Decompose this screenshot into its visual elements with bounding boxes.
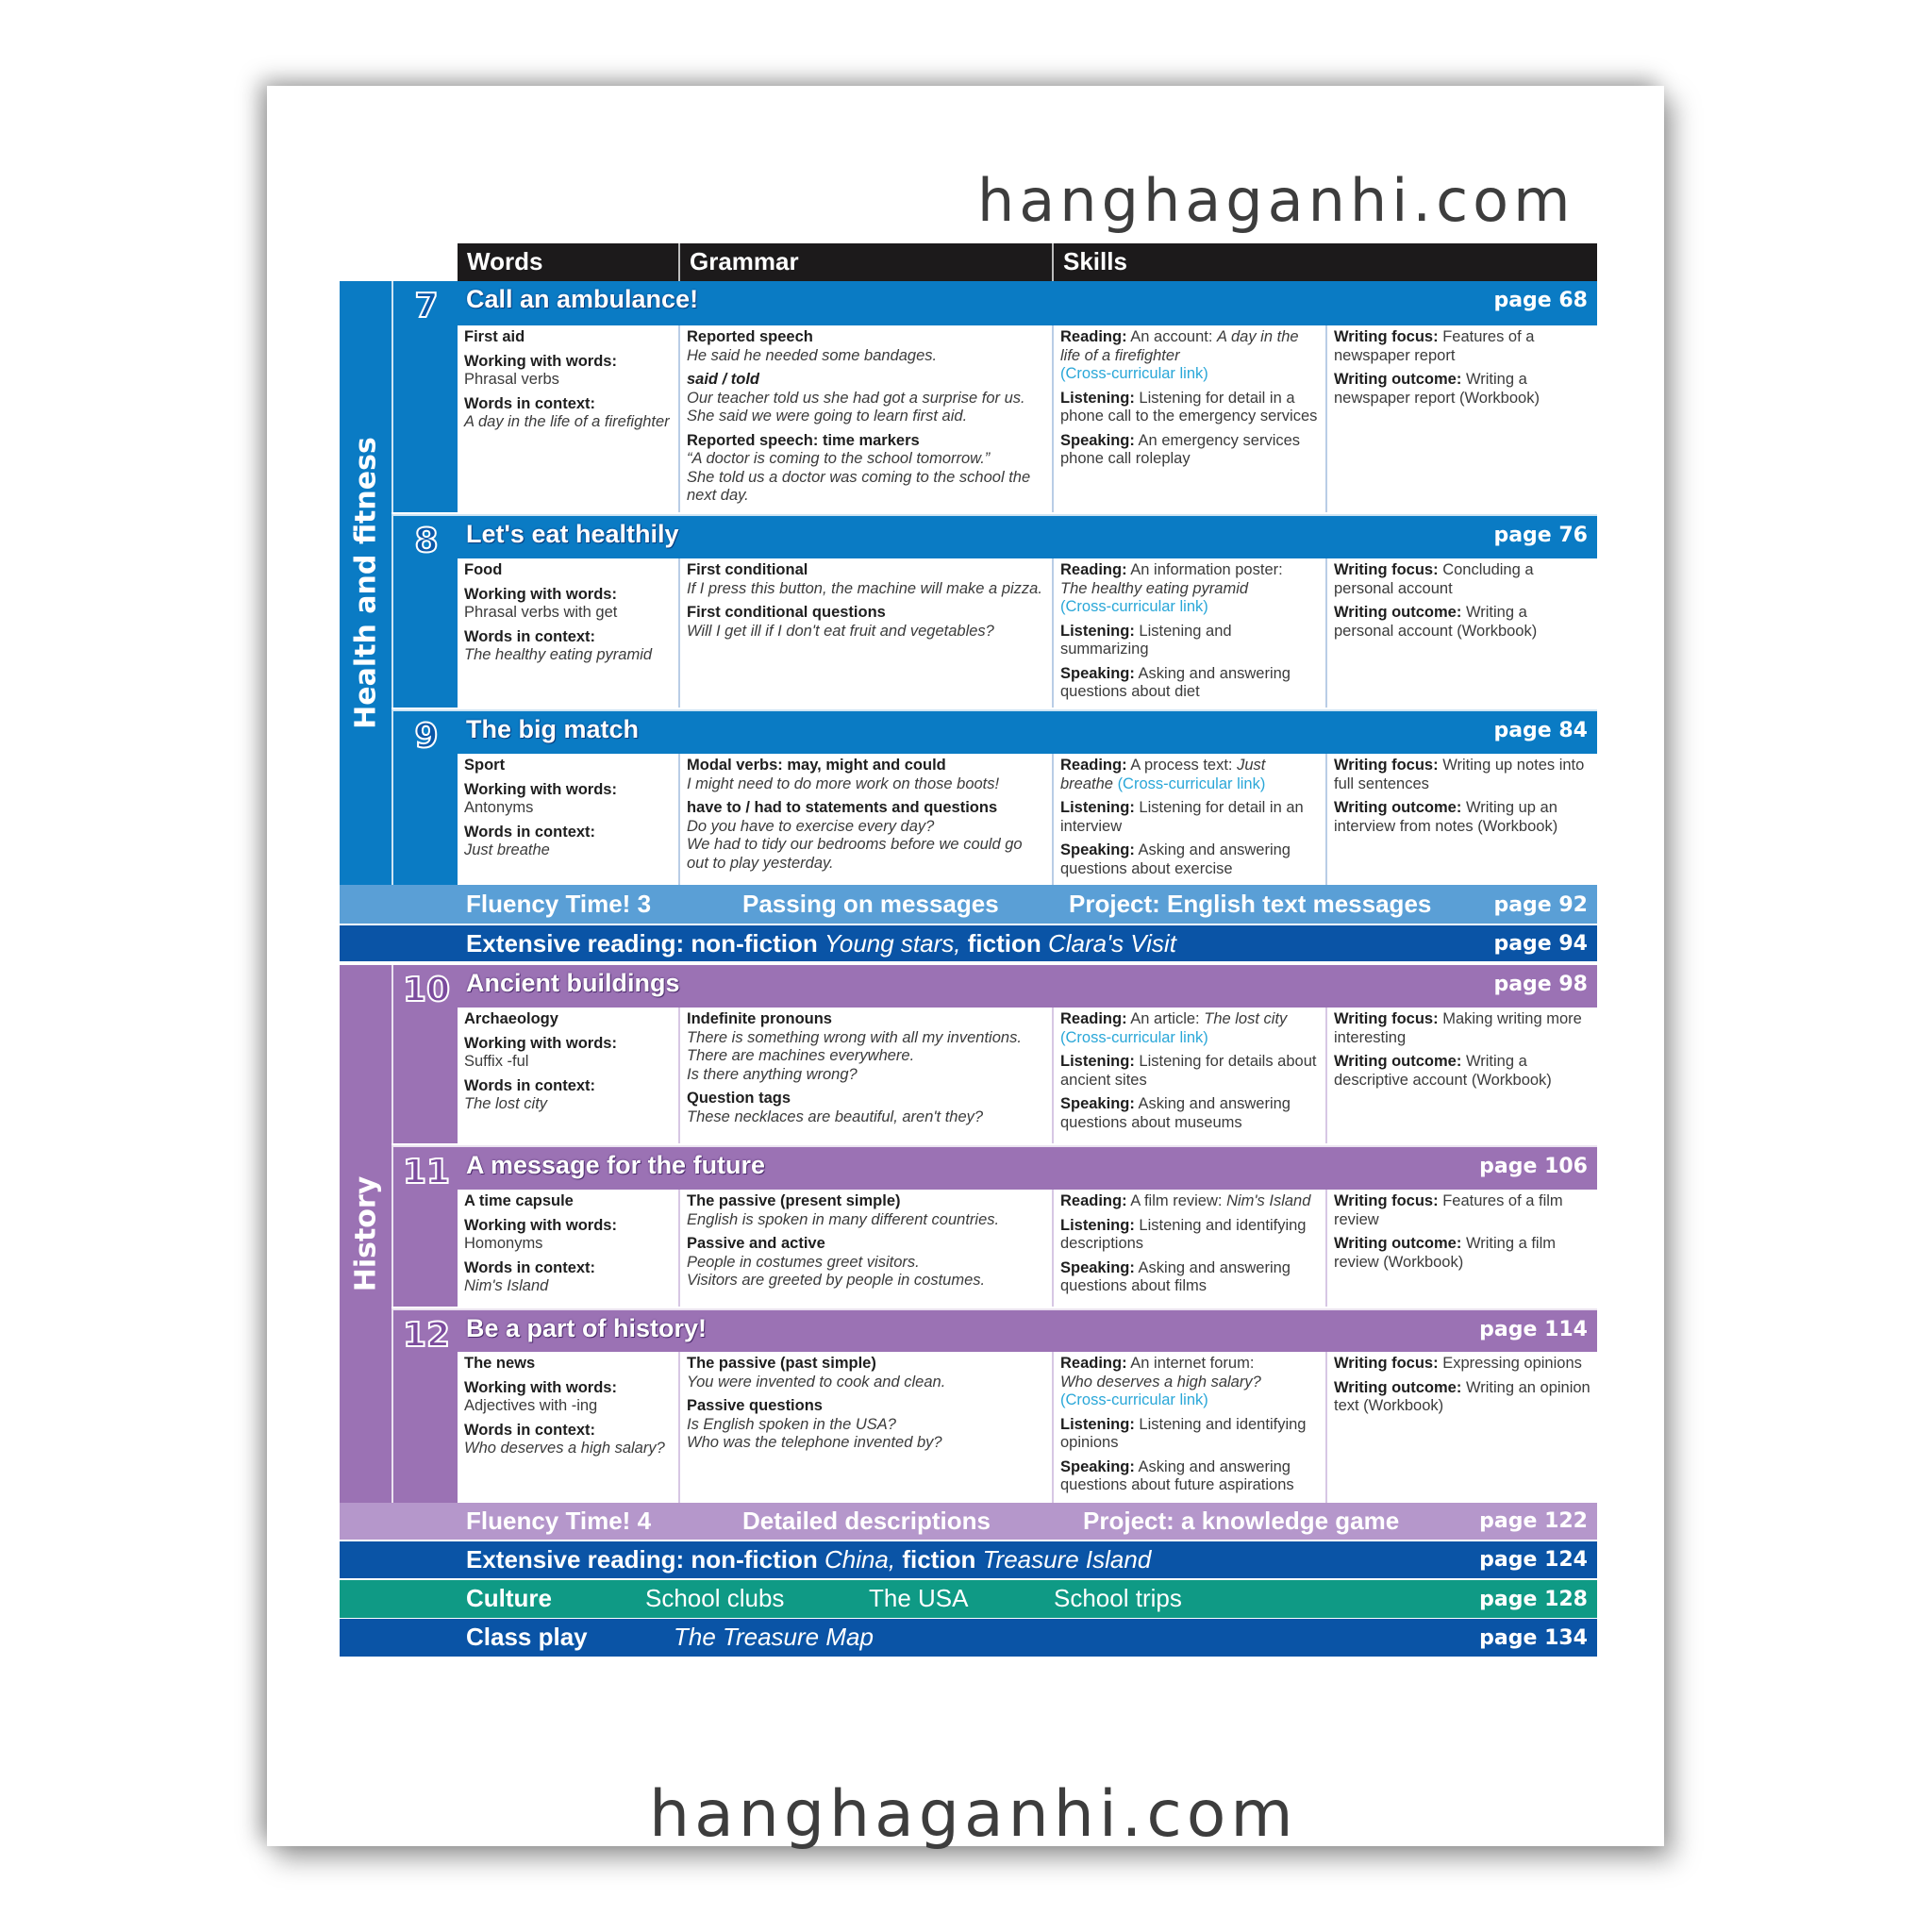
ww-value: Adjectives with -ing (464, 1397, 598, 1414)
reading-value: An information poster: (1130, 561, 1283, 578)
writing-outcome-label: Writing outcome: (1334, 1053, 1462, 1070)
grammar-example: People in costumes greet visitors. (687, 1253, 920, 1271)
grammar-head: First conditional questions (687, 604, 886, 621)
unit-title-bar (458, 1308, 1597, 1352)
wic-label: Words in context: (464, 1258, 596, 1276)
reading-title: A day in the life of a firefighter (1060, 328, 1299, 364)
speaking-label: Speaking: (1060, 431, 1135, 449)
words-topic: A time capsule (464, 1192, 574, 1209)
writing-focus-value: Making writing more interesting (1334, 1010, 1582, 1046)
culture-title: Culture (466, 1584, 552, 1612)
listening-value: Listening and summarizing (1060, 622, 1232, 658)
header-grammar: Grammar (678, 243, 1052, 281)
skills-cell (1052, 558, 1325, 708)
grammar-cell (678, 1190, 1052, 1307)
words-topic: Sport (464, 757, 506, 774)
listening-label: Listening: (1060, 1053, 1135, 1070)
grammar-cell (678, 325, 1052, 512)
unit-number: 7 (414, 287, 439, 325)
writing-focus-label: Writing focus: (1334, 1192, 1439, 1209)
ww-value: Homonyms (464, 1235, 543, 1252)
writing-outcome-label: Writing outcome: (1334, 1235, 1462, 1252)
band-page-link[interactable]: page 124 (1479, 1548, 1588, 1572)
words-cell (458, 1008, 678, 1143)
wic-label: Words in context: (464, 823, 596, 841)
writing-focus-value: Concluding a personal account (1334, 561, 1534, 597)
reading-title: The lost city (1204, 1010, 1288, 1027)
writing-outcome-value: Writing a personal account (Workbook) (1334, 604, 1538, 640)
grammar-example: Who was the telephone invented by? (687, 1434, 942, 1451)
writing-outcome-label: Writing outcome: (1334, 799, 1462, 816)
grammar-head: The passive (present simple) (687, 1192, 901, 1209)
skills-cell (1052, 1008, 1325, 1143)
writing-focus-label: Writing focus: (1334, 328, 1439, 345)
band-page-link[interactable]: page 92 (1493, 893, 1588, 917)
speaking-value: Asking and answering questions about museums (1060, 1095, 1291, 1131)
unit-number-column (391, 965, 458, 1143)
words-cell (458, 1352, 678, 1503)
listening-label: Listening: (1060, 389, 1135, 407)
grammar-head: have to / had to statements and questions (687, 799, 998, 816)
unit-number: 12 (402, 1316, 451, 1355)
writing-outcome-value: Writing a film review (Workbook) (1334, 1235, 1556, 1271)
fluency-topic: Detailed descriptions (742, 1507, 991, 1535)
ww-value: Phrasal verbs with get (464, 604, 618, 621)
cross-curricular-link[interactable]: (Cross-curricular link) (1060, 1028, 1208, 1046)
reading-title: Nim's Island (1226, 1192, 1311, 1209)
listening-value: Listening and identifying descriptions (1060, 1216, 1307, 1252)
unit-title-bar (458, 1145, 1597, 1190)
grammar-example: “A doctor is coming to the school tomorrow.” (687, 450, 991, 467)
listening-label: Listening: (1060, 799, 1135, 816)
grammar-head: said / told (687, 371, 760, 388)
words-cell (458, 754, 678, 885)
band-page-link[interactable]: page 128 (1479, 1588, 1588, 1611)
theme-label-history: History (349, 1175, 382, 1292)
writing-focus-label: Writing focus: (1334, 1355, 1439, 1372)
wic-value: Just breathe (464, 841, 550, 858)
grammar-example: There is something wrong with all my inventions. (687, 1028, 1022, 1046)
ww-value: Phrasal verbs (464, 371, 559, 388)
listening-value: Listening for detail in an interview (1060, 799, 1304, 835)
writing-outcome-label: Writing outcome: (1334, 604, 1462, 621)
listening-label: Listening: (1060, 1216, 1135, 1234)
unit-number-column (391, 709, 458, 885)
reading-value: A process text: (1130, 757, 1233, 774)
cross-curricular-link[interactable]: (Cross-curricular link) (1060, 1391, 1208, 1408)
class-play-title: Class play (466, 1623, 588, 1651)
unit-title: Be a part of history! (466, 1314, 708, 1342)
grammar-example: Visitors are greeted by people in costumes. (687, 1272, 986, 1289)
wic-value: Who deserves a high salary? (464, 1440, 665, 1457)
grammar-example: Do you have to exercise every day? (687, 817, 935, 835)
unit-title-bar (458, 965, 1597, 1008)
writing-focus-value: Expressing opinions (1442, 1355, 1582, 1372)
unit-number-column (391, 1308, 458, 1503)
unit-number-column (391, 514, 458, 708)
cross-curricular-link[interactable]: (Cross-curricular link) (1117, 774, 1266, 792)
reading-value: An account: (1130, 328, 1213, 345)
grammar-example: If I press this button, the machine will make a pizza. (687, 579, 1042, 597)
listening-value: Listening for detail in a phone call to the emergency services (1060, 389, 1318, 425)
unit-page-link[interactable]: page 76 (1493, 524, 1588, 547)
grammar-example: Is English spoken in the USA? (687, 1415, 896, 1433)
grammar-example: These necklaces are beautiful, aren't they? (687, 1108, 984, 1125)
ww-label: Working with words: (464, 780, 617, 798)
fluency-title: Fluency Time! 3 (466, 890, 652, 918)
theme-sidebar-history (340, 965, 391, 1503)
wic-label: Words in context: (464, 394, 596, 412)
writing-outcome-value: Writing a descriptive account (Workbook) (1334, 1053, 1552, 1089)
grammar-example: Our teacher told us she had got a surprise for us. (687, 389, 1025, 407)
cross-curricular-link[interactable]: (Cross-curricular link) (1060, 598, 1208, 615)
speaking-value: An emergency services phone call roleplay (1060, 431, 1301, 467)
reading-label: Reading: (1060, 1355, 1127, 1372)
writing-outcome-value: Writing a newspaper report (Workbook) (1334, 371, 1540, 407)
extensive-reading-band-1 (340, 925, 1597, 961)
writing-cell (1325, 1190, 1597, 1307)
grammar-example: There are machines everywhere. (687, 1047, 915, 1064)
writing-focus-label: Writing focus: (1334, 561, 1439, 578)
fluency-project: Project: a knowledge game (1083, 1507, 1400, 1535)
unit-number: 10 (402, 971, 451, 1009)
speaking-value: Asking and answering questions about exercise (1060, 841, 1291, 877)
speaking-value: Asking and answering questions about films (1060, 1258, 1291, 1294)
unit-number: 8 (414, 522, 439, 560)
fluency-time-3-band (340, 885, 1597, 924)
grammar-example: I might need to do more work on those boots! (687, 774, 1000, 792)
ww-label: Working with words: (464, 585, 617, 603)
fluency-time-4-band (340, 1503, 1597, 1540)
grammar-cell (678, 1008, 1052, 1143)
grammar-cell (678, 754, 1052, 885)
listening-value: Listening for details about ancient sites (1060, 1053, 1317, 1089)
unit-title: Ancient buildings (466, 969, 680, 997)
reading-label: Reading: (1060, 1010, 1127, 1027)
grammar-example: We had to tidy our bedrooms before we could go out to play yesterday. (687, 836, 1023, 872)
extensive-reading-band-2 (340, 1541, 1597, 1578)
writing-focus-label: Writing focus: (1334, 757, 1439, 774)
writing-outcome-label: Writing outcome: (1334, 371, 1462, 388)
unit-title: A message for the future (466, 1151, 766, 1179)
ww-label: Working with words: (464, 352, 617, 370)
words-cell (458, 1190, 678, 1307)
unit-page-link[interactable]: page 84 (1493, 719, 1588, 742)
grammar-head: Indefinite pronouns (687, 1010, 832, 1027)
unit-title: Call an ambulance! (466, 285, 699, 313)
words-topic: The news (464, 1355, 536, 1372)
grammar-example: Is there anything wrong? (687, 1065, 858, 1083)
fluency-title: Fluency Time! 4 (466, 1507, 652, 1535)
class-play-band (340, 1619, 1597, 1657)
cross-curricular-link[interactable]: (Cross-curricular link) (1060, 365, 1208, 382)
culture-topic: School clubs (645, 1584, 785, 1612)
extensive-reading-text: Extensive reading: non-fiction China, fiction Treasure Island (466, 1545, 1152, 1574)
speaking-label: Speaking: (1060, 1457, 1135, 1475)
unit-number-column (391, 1145, 458, 1307)
words-topic: First aid (464, 328, 525, 345)
grammar-head: The passive (past simple) (687, 1355, 876, 1372)
ww-value: Suffix -ful (464, 1053, 529, 1070)
speaking-value: Asking and answering questions about diet (1060, 664, 1291, 700)
wic-value: The lost city (464, 1095, 548, 1112)
grammar-head: First conditional (687, 561, 808, 578)
grammar-example: English is spoken in many different countries. (687, 1210, 1000, 1228)
wic-value: The healthy eating pyramid (464, 646, 653, 663)
grammar-example: Will I get ill if I don't eat fruit and vegetables? (687, 622, 994, 640)
listening-value: Listening and identifying opinions (1060, 1415, 1307, 1451)
skills-cell (1052, 325, 1325, 512)
grammar-head: Reported speech (687, 328, 813, 345)
writing-focus-value: Features of a newspaper report (1334, 328, 1535, 364)
speaking-value: Asking and answering questions about future aspirations (1060, 1457, 1294, 1493)
ww-label: Working with words: (464, 1034, 617, 1052)
skills-cell (1052, 754, 1325, 885)
wic-label: Words in context: (464, 627, 596, 645)
reading-title: Who deserves a high salary? (1060, 1373, 1261, 1391)
band-page-link[interactable]: page 122 (1479, 1509, 1588, 1533)
grammar-head: Reported speech: time markers (687, 431, 920, 449)
skills-cell (1052, 1352, 1325, 1503)
fluency-project: Project: English text messages (1069, 890, 1432, 918)
unit-title: Let's eat healthily (466, 520, 679, 548)
grammar-example: She said we were going to learn first aid. (687, 408, 968, 425)
wic-label: Words in context: (464, 1076, 596, 1094)
unit-page-link[interactable]: page 106 (1479, 1155, 1588, 1178)
fluency-topic: Passing on messages (742, 890, 999, 918)
grammar-example: She told us a doctor was coming to the school the next day. (687, 468, 1031, 504)
unit-number: 9 (414, 717, 439, 756)
words-cell (458, 558, 678, 708)
reading-label: Reading: (1060, 561, 1127, 578)
band-page-link[interactable]: page 94 (1493, 932, 1588, 956)
skills-cell (1052, 1190, 1325, 1307)
wic-value: Nim's Island (464, 1277, 549, 1294)
speaking-label: Speaking: (1060, 664, 1135, 682)
reading-value: An article: (1130, 1010, 1200, 1027)
unit-title-bar (458, 514, 1597, 558)
unit-page-link[interactable]: page 114 (1479, 1318, 1588, 1341)
culture-topic: The USA (869, 1584, 969, 1612)
writing-outcome-value: Writing an opinion text (Workbook) (1334, 1378, 1591, 1414)
grammar-head: Passive questions (687, 1397, 823, 1414)
grammar-head: Modal verbs: may, might and could (687, 757, 946, 774)
reading-title: The healthy eating pyramid (1060, 579, 1249, 597)
writing-focus-label: Writing focus: (1334, 1010, 1439, 1027)
speaking-label: Speaking: (1060, 1258, 1135, 1276)
grammar-head: Passive and active (687, 1235, 825, 1252)
band-page-link[interactable]: page 134 (1479, 1626, 1588, 1650)
extensive-reading-text: Extensive reading: non-fiction Young stars, fiction Clara's Visit (466, 929, 1176, 958)
culture-topic: School trips (1054, 1584, 1182, 1612)
listening-label: Listening: (1060, 1415, 1135, 1433)
writing-outcome-label: Writing outcome: (1334, 1378, 1462, 1396)
unit-page-link[interactable]: page 98 (1493, 973, 1588, 996)
unit-title-bar (458, 281, 1597, 325)
reading-label: Reading: (1060, 328, 1127, 345)
unit-title-bar (458, 709, 1597, 754)
watermark-top: hanghaganhi.com (977, 166, 1575, 235)
writing-focus-value: Features of a film review (1334, 1192, 1563, 1228)
unit-number-column (391, 281, 458, 512)
grammar-cell (678, 558, 1052, 708)
unit-number: 11 (402, 1153, 451, 1191)
writing-cell (1325, 1352, 1597, 1503)
writing-cell (1325, 558, 1597, 708)
reading-label: Reading: (1060, 1192, 1127, 1209)
wic-value: A day in the life of a firefighter (464, 413, 670, 430)
grammar-cell (678, 1352, 1052, 1503)
unit-title: The big match (466, 715, 640, 743)
header-skills: Skills (1052, 243, 1597, 281)
ww-value: Antonyms (464, 799, 534, 816)
theme-label-health: Health and fitness (349, 437, 382, 729)
writing-focus-value: Writing up notes into full sentences (1334, 757, 1585, 792)
reading-value: An internet forum: (1130, 1355, 1255, 1372)
ww-label: Working with words: (464, 1216, 617, 1234)
writing-outcome-value: Writing up an interview from notes (Workbook) (1334, 799, 1558, 835)
writing-cell (1325, 325, 1597, 512)
culture-band (340, 1580, 1597, 1618)
listening-label: Listening: (1060, 622, 1135, 640)
reading-title: Just breathe (1060, 757, 1266, 792)
reading-label: Reading: (1060, 757, 1127, 774)
theme-sidebar-health (340, 281, 391, 885)
writing-cell (1325, 754, 1597, 885)
wic-label: Words in context: (464, 1421, 596, 1439)
words-topic: Food (464, 561, 503, 578)
words-topic: Archaeology (464, 1010, 558, 1027)
unit-page-link[interactable]: page 68 (1493, 289, 1588, 312)
ww-label: Working with words: (464, 1378, 617, 1396)
reading-value: A film review: (1130, 1192, 1223, 1209)
writing-cell (1325, 1008, 1597, 1143)
grammar-example: He said he needed some bandages. (687, 346, 938, 364)
words-cell (458, 325, 678, 512)
watermark-bottom: hanghaganhi.com (649, 1777, 1298, 1852)
grammar-head: Question tags (687, 1090, 791, 1107)
header-words: Words (458, 243, 678, 281)
speaking-label: Speaking: (1060, 1095, 1135, 1112)
grammar-example: You were invented to cook and clean. (687, 1373, 946, 1391)
speaking-label: Speaking: (1060, 841, 1135, 858)
class-play-name: The Treasure Map (674, 1623, 874, 1651)
